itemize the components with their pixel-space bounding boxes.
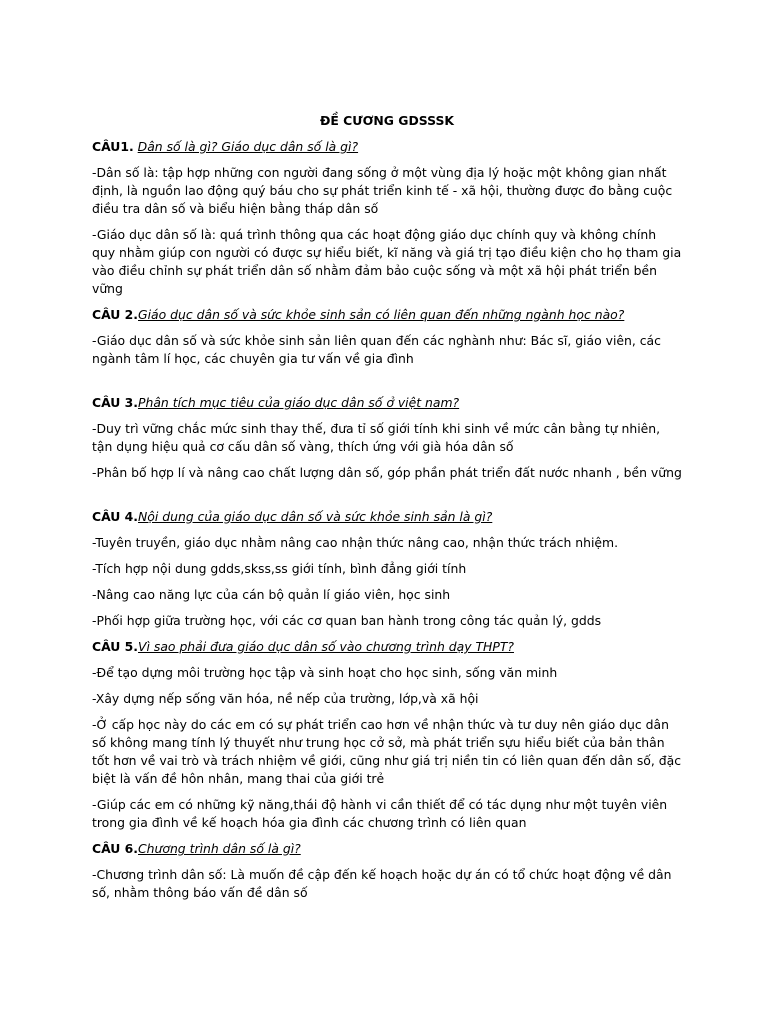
question-section-4 xyxy=(92,508,682,630)
answer-paragraph: -Giúp các em có những kỹ năng,thái độ hành vi cần thiết để có tác dụng như một tuyên viên trong gia đình về kế hoạch hóa gia đình các chương trình có liên quan xyxy=(92,797,668,830)
answer-paragraph: -Xây dựng nếp sống văn hóa, nề nếp của trường, lớp,và xã hội xyxy=(92,691,479,706)
answer-paragraph: -Giáo dục dân số và sức khỏe sinh sản liên quan đến các nghành như: Bác sĩ, giáo viên, các ngành tâm lí học, các chuyên gia tư vấn về gia đình xyxy=(92,333,661,366)
spacer xyxy=(92,490,682,508)
question-section-2 xyxy=(92,306,682,368)
answer-paragraph: -Giáo dục dân số là: quá trình thông qua các hoạt động giáo dục chính quy và không chính quy nhằm giúp con người có được sự hiểu biết, kĩ năng và giá trị tạo điều kiện cho họ tham gia vào điều chỉnh sự phát triển dân số nhằm đảm bảo cuộc sống và một xã hội phát triển bền vững xyxy=(92,227,682,296)
answer-paragraph: -Duy trì vững chắc mức sinh thay thế, đưa tỉ số giới tính khi sinh về mức cân bằng tự nhiên, tận dụng hiệu quả cơ cấu dân số vàng, thích ứng với già hóa dân số xyxy=(92,421,661,454)
question-section-6 xyxy=(92,840,682,902)
question-section-3 xyxy=(92,394,682,482)
question-label: CÂU 5. xyxy=(92,639,139,654)
question-label: CÂU 3. xyxy=(92,395,139,410)
question-heading xyxy=(92,638,682,656)
answer-paragraph: -Dân số là: tập hợp những con người đang sống ở một vùng địa lý hoặc một không gian nhất định, là nguồn lao động quý báu cho sự phát triển kinh tế - xã hội, thường được đo bằng cuộc điều tra dân số và biểu hiện bằng tháp dân số xyxy=(92,165,673,216)
answer-paragraph: -Để tạo dựng môi trường học tập và sinh hoạt cho học sinh, sống văn minh xyxy=(92,665,558,680)
question-label: CÂU1. xyxy=(92,139,134,154)
question-heading xyxy=(92,508,682,526)
answer-paragraph: -Tuyên truyền, giáo dục nhằm nâng cao nhận thức nâng cao, nhận thức trách nhiệm. xyxy=(92,535,619,550)
answer-paragraph: -Ở cấp học này do các em có sự phát triển cao hơn về nhận thức và tư duy nên giáo dục dân số không mang tính lý thuyết như trung học cở sở, mà phát triển sựu hiểu biết của bản thân tốt hơn về vai trò và trách nhiệm về giới, cũng như giá trị niền tin có liên quan đến dân số, đặc biệt là vấn đề hôn nhân, mang thai của giới trẻ xyxy=(92,717,682,786)
question-heading xyxy=(92,138,682,156)
question-label: CÂU 4. xyxy=(92,509,139,524)
question-text: Vì sao phải đưa giáo dục dân số vào chương trình dạy THPT? xyxy=(138,639,514,654)
answer-paragraph: -Nâng cao năng lực của cán bộ quản lí giáo viên, học sinh xyxy=(92,587,451,602)
question-section-1 xyxy=(92,138,682,298)
question-text: Phân tích mục tiêu của giáo dục dân số ở việt nam? xyxy=(138,395,460,410)
spacer xyxy=(92,376,682,394)
document-page xyxy=(92,112,682,910)
document-title: ĐỀ CƯƠNG GDSSSK xyxy=(320,113,454,128)
question-section-5 xyxy=(92,638,682,832)
question-label: CÂU 6. xyxy=(92,841,139,856)
question-heading xyxy=(92,840,682,858)
question-label: CÂU 2. xyxy=(92,307,139,322)
question-text: Chương trình dân số là gì? xyxy=(138,841,301,856)
answer-paragraph: -Tích hợp nội dung gdds,skss,ss giới tính, bình đẳng giới tính xyxy=(92,561,467,576)
question-text: Nội dung của giáo dục dân số và sức khỏe sinh sản là gì? xyxy=(138,509,493,524)
answer-paragraph: -Phối hợp giữa trường học, với các cơ quan ban hành trong công tác quản lý, gdds xyxy=(92,613,602,628)
question-heading xyxy=(92,306,682,324)
question-text: Giáo dục dân số và sức khỏe sinh sản có liên quan đến những ngành học nào? xyxy=(138,307,625,322)
question-text: Dân số là gì? Giáo dục dân số là gì? xyxy=(137,139,359,154)
question-heading xyxy=(92,394,682,412)
answer-paragraph: -Chương trình dân số: Là muốn đề cập đến kế hoạch hoặc dự án có tổ chức hoạt động về dân số, nhằm thông báo vấn đề dân số xyxy=(92,867,672,900)
answer-paragraph: -Phân bố hợp lí và nâng cao chất lượng dân số, góp phần phát triển đất nước nhanh , bền vững xyxy=(92,465,682,480)
